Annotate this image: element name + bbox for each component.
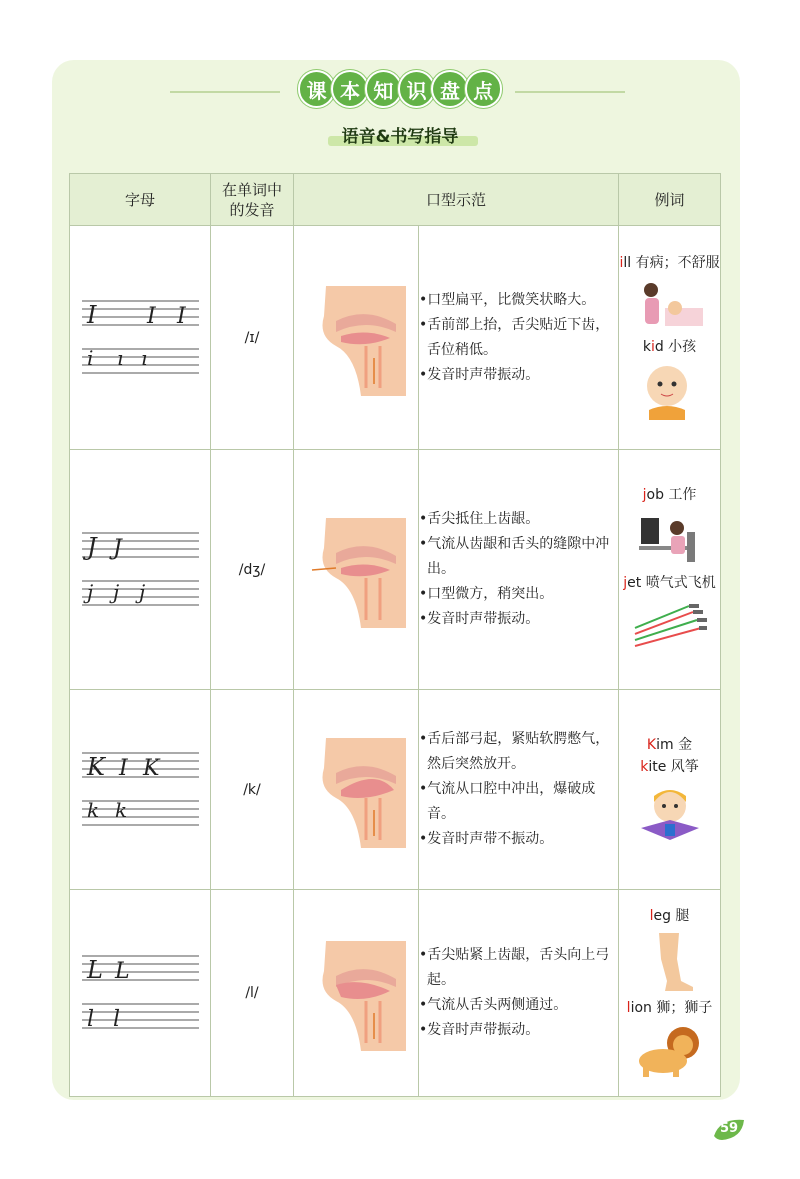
example-word: jet 喷气式飞机 <box>623 574 716 591</box>
note-item: •气流从口腔中冲出，爆破成音。 <box>419 781 596 822</box>
svg-text:k: k <box>115 797 128 822</box>
title-char: 课 <box>300 72 333 106</box>
title-char: 盘 <box>433 72 466 106</box>
letter-cell <box>70 690 211 890</box>
section-title <box>0 72 800 112</box>
letter-lower: l <box>87 1007 95 1032</box>
svg-text:ı: ı <box>141 345 148 370</box>
leg-picture <box>635 931 705 993</box>
letter-cell <box>70 890 211 1097</box>
example-word: kite 风筝 <box>640 758 699 775</box>
note-item: •发音时声带振动。 <box>419 366 540 383</box>
letter-upper: K <box>87 752 105 781</box>
svg-text:ı: ı <box>117 345 124 370</box>
note-item: •气流从舌头两侧通过。 <box>419 997 568 1013</box>
svg-text:I: I <box>177 303 186 329</box>
header-sound-text: 在单词中的发音 <box>221 180 282 219</box>
phonetic-cell: /l/ <box>211 890 294 1097</box>
page-number: 59 <box>719 1121 739 1136</box>
svg-text:j: j <box>113 579 120 604</box>
examples-cell <box>619 890 721 1097</box>
note-item: •口型微方，稍突出。 <box>419 586 554 602</box>
baby-picture <box>635 362 705 420</box>
letter-upper: J <box>87 532 97 561</box>
note-item: •舌尖贴紧上齿龈，舌头向上弓起。 <box>419 947 610 988</box>
title-divider-left <box>170 91 280 93</box>
mouth-diagram-icon <box>306 728 406 848</box>
letter-cell <box>70 226 211 450</box>
svg-text:I: I <box>147 303 156 329</box>
note-item: •舌尖抵住上齿龈。 <box>419 511 540 527</box>
example-word: job 工作 <box>642 486 697 503</box>
handwriting-lines <box>77 283 203 393</box>
example-word: Kim 金 <box>646 736 693 753</box>
notes-cell <box>419 690 619 890</box>
table-row <box>70 690 721 890</box>
note-item: •口型扁平，比微笑状略大。 <box>419 291 596 308</box>
phonics-table <box>69 173 721 1097</box>
mouth-diagram-cell <box>294 890 419 1097</box>
notes-cell <box>419 226 619 450</box>
note-item: •发音时声带振动。 <box>419 1022 540 1038</box>
svg-text:K: K <box>143 755 160 781</box>
note-item: •舌后部弓起，紧贴软腭憋气，然后突然放开。 <box>419 731 610 772</box>
svg-text:l: l <box>113 1007 121 1032</box>
header-sound <box>211 174 294 226</box>
mouth-diagram-cell <box>294 450 419 690</box>
subtitle <box>320 120 480 148</box>
note-item: •舌前部上抬，舌尖贴近下齿，舌位稍低。 <box>419 316 610 358</box>
note-item: •气流从齿龈和舌头的缝隙中冲出。 <box>419 536 610 577</box>
phonetic-cell: /dʒ/ <box>211 450 294 690</box>
title-char: 识 <box>400 72 433 106</box>
boy-with-kite-picture <box>635 782 705 842</box>
table-row <box>70 450 721 690</box>
table-header-row <box>70 174 721 226</box>
mouth-diagram-icon <box>306 276 406 396</box>
example-word: leg 腿 <box>649 908 690 924</box>
title-divider-right <box>515 91 625 93</box>
notes-cell <box>419 890 619 1097</box>
letter-upper: I <box>87 300 97 329</box>
phonetic-cell: /ɪ/ <box>211 226 294 450</box>
handwriting-lines <box>77 735 203 845</box>
svg-text:J: J <box>113 535 122 561</box>
table-row <box>70 890 721 1097</box>
svg-text:L: L <box>115 959 130 984</box>
mouth-diagram-cell <box>294 226 419 450</box>
sick-person-picture <box>635 278 705 332</box>
title-char: 本 <box>333 72 366 106</box>
letter-lower: k <box>87 797 100 822</box>
jet-planes-picture <box>633 598 707 652</box>
letter-upper: L <box>87 956 103 984</box>
note-item: •发音时声带不振动。 <box>419 831 554 847</box>
handwriting-lines <box>77 938 203 1048</box>
letter-lower: j <box>87 579 94 604</box>
svg-text:I: I <box>119 755 128 781</box>
handwriting-lines <box>77 515 203 625</box>
table-row <box>70 226 721 450</box>
title-char: 点 <box>467 72 500 106</box>
letter-cell <box>70 450 211 690</box>
svg-text:j: j <box>139 579 146 604</box>
title-char: 知 <box>367 72 400 106</box>
notes-cell <box>419 450 619 690</box>
lion-picture <box>633 1023 707 1077</box>
examples-cell <box>619 226 721 450</box>
examples-cell <box>619 450 721 690</box>
office-worker-picture <box>635 510 705 568</box>
letter-lower: i <box>87 345 94 370</box>
header-examples: 例词 <box>619 174 721 226</box>
header-letter: 字母 <box>70 174 211 226</box>
example-word: ill 有病；不舒服 <box>619 254 720 271</box>
example-word: kid 小孩 <box>642 338 697 355</box>
mouth-diagram-icon <box>306 508 406 628</box>
mouth-diagram-cell <box>294 690 419 890</box>
note-item: •发音时声带振动。 <box>419 611 540 627</box>
phonetic-cell: /k/ <box>211 690 294 890</box>
mouth-diagram-icon <box>306 931 406 1051</box>
examples-cell <box>619 690 721 890</box>
header-mouth: 口型示范 <box>294 174 619 226</box>
example-word: lion 狮；狮子 <box>626 1000 713 1016</box>
subtitle-text: 语音&书写指导 <box>341 127 459 147</box>
page-number-badge <box>712 1116 746 1142</box>
